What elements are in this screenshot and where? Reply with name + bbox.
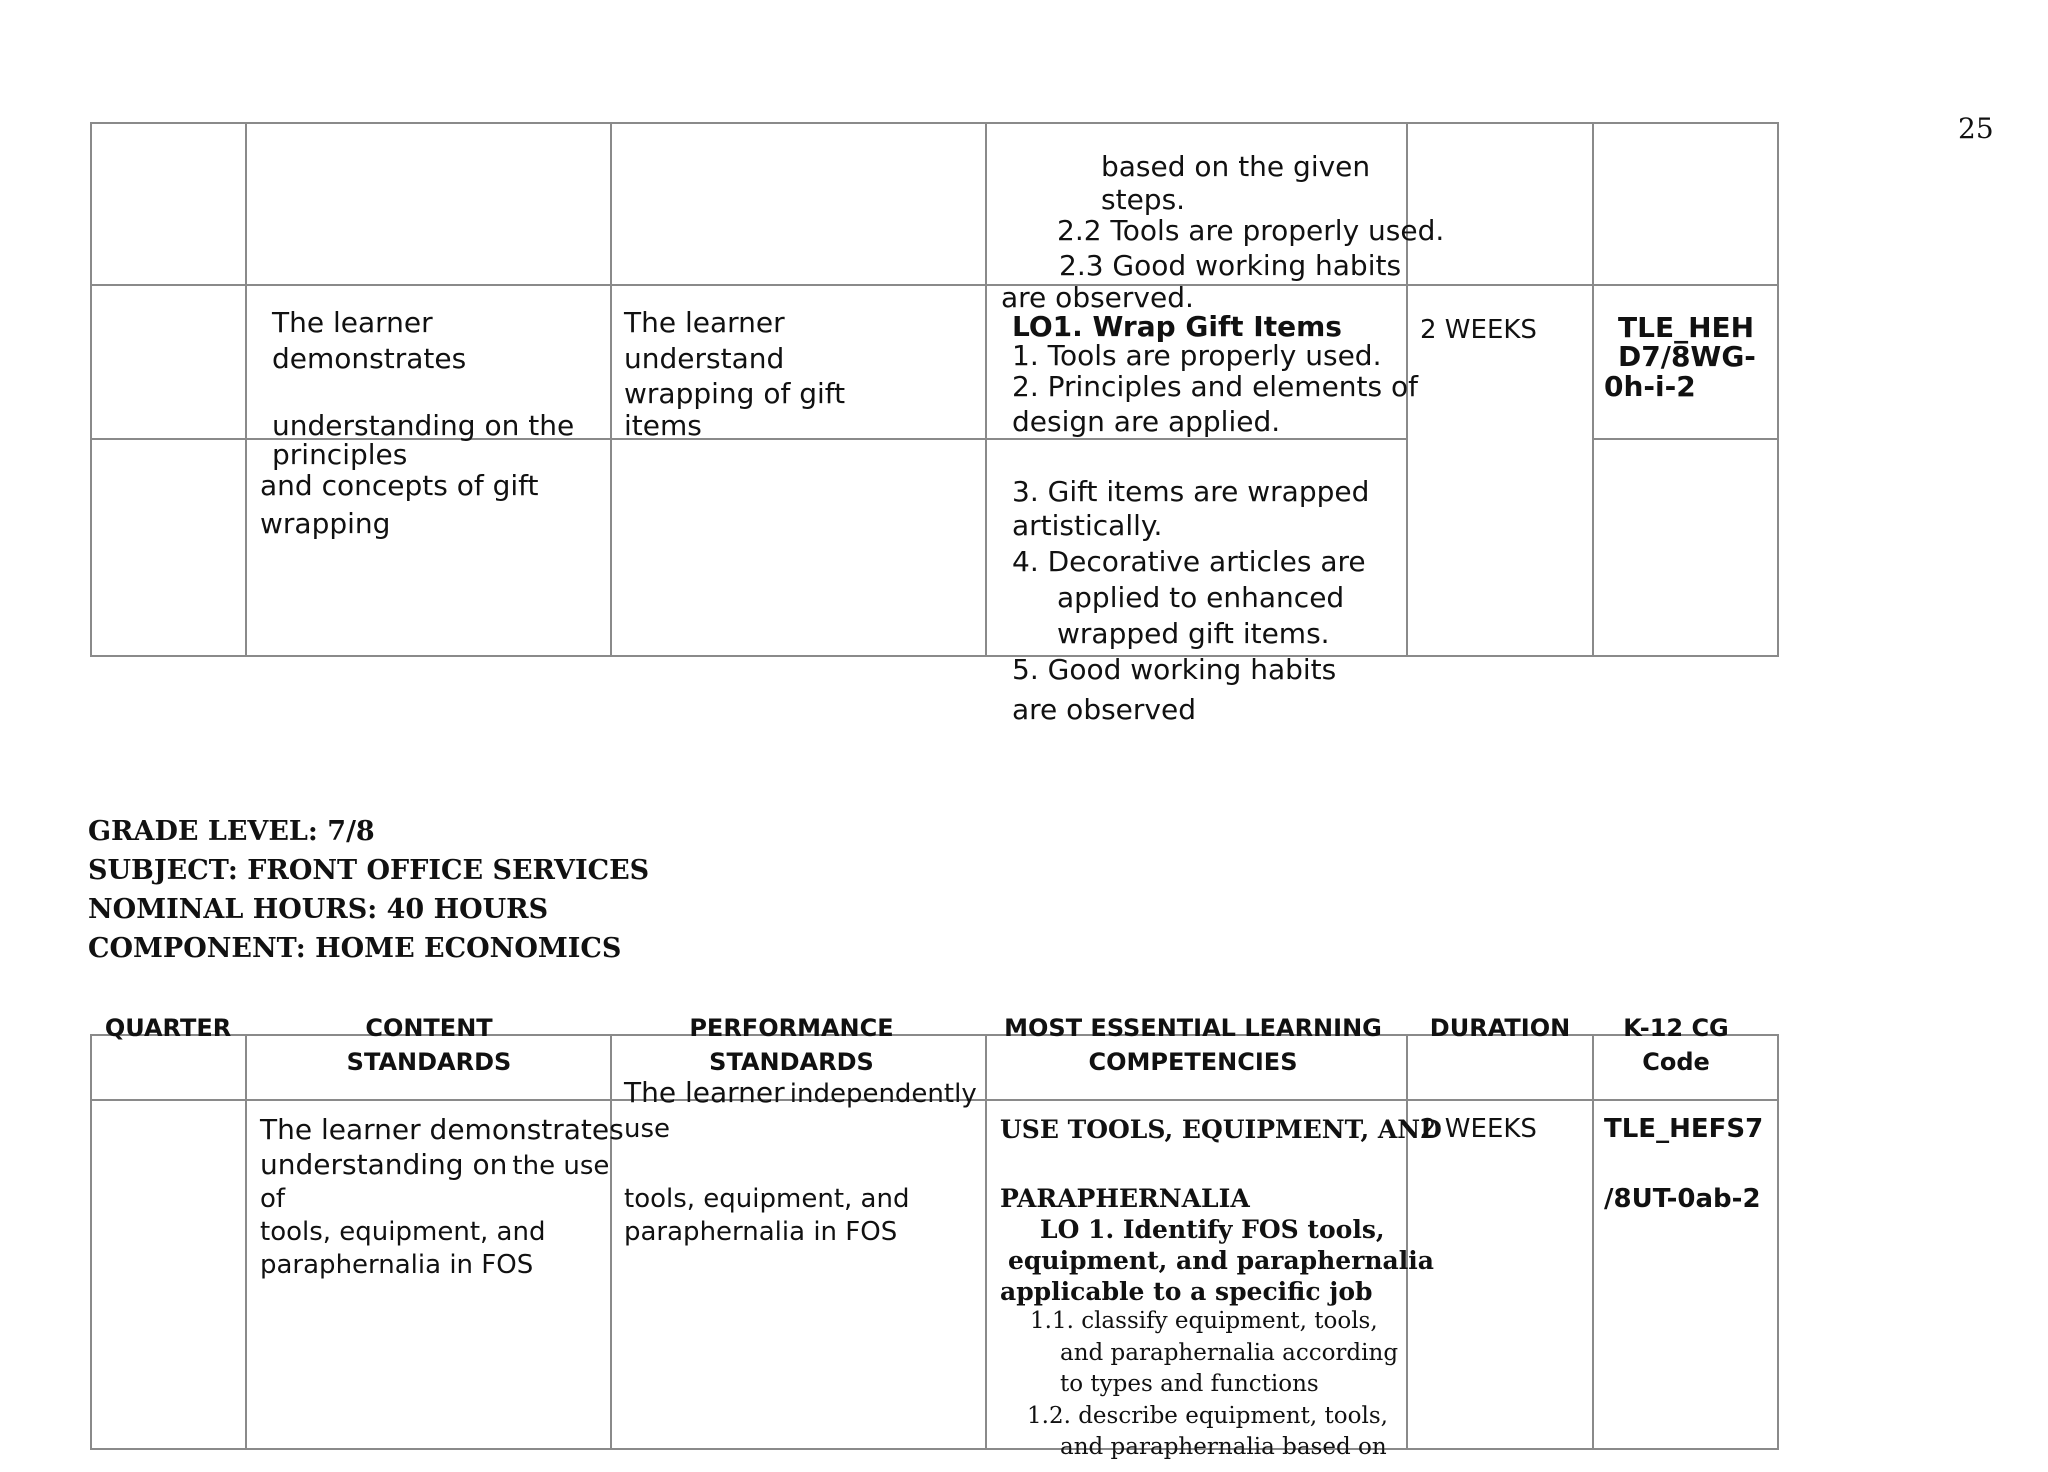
header-quarter: QUARTER bbox=[104, 1014, 232, 1042]
header-performance-standards: PERFORMANCE STANDARDS bbox=[689, 1014, 894, 1076]
component: COMPONENT: HOME ECONOMICS bbox=[88, 933, 622, 964]
lo1-sub-items: 1.1. classify equipment, tools, and paraphernalia according to types and functions 1.2. describe equipment, tools, and paraphernalia based on bbox=[1027, 1308, 1399, 1460]
page-number: 25 bbox=[1958, 112, 1994, 145]
t1-duration: 2 WEEKS bbox=[1420, 315, 1537, 345]
header-code: K-12 CG Code bbox=[1623, 1014, 1729, 1076]
subject: SUBJECT: FRONT OFFICE SERVICES bbox=[88, 855, 650, 886]
grade-level: GRADE LEVEL: 7/8 bbox=[88, 816, 375, 847]
header-competencies: MOST ESSENTIAL LEARNING COMPETENCIES bbox=[1004, 1014, 1382, 1076]
lo1-title: LO1. Wrap Gift Items bbox=[1012, 310, 1342, 343]
lo1-identify-title: LO 1. Identify FOS tools, equipment, and paraphernalia applicable to a specific job bbox=[1000, 1215, 1434, 1306]
header-duration: DURATION bbox=[1429, 1014, 1571, 1042]
nominal-hours: NOMINAL HOURS: 40 HOURS bbox=[88, 894, 549, 925]
t2-duration: 2 WEEKS bbox=[1420, 1114, 1537, 1144]
header-content-standards: CONTENT STANDARDS bbox=[346, 1014, 512, 1076]
